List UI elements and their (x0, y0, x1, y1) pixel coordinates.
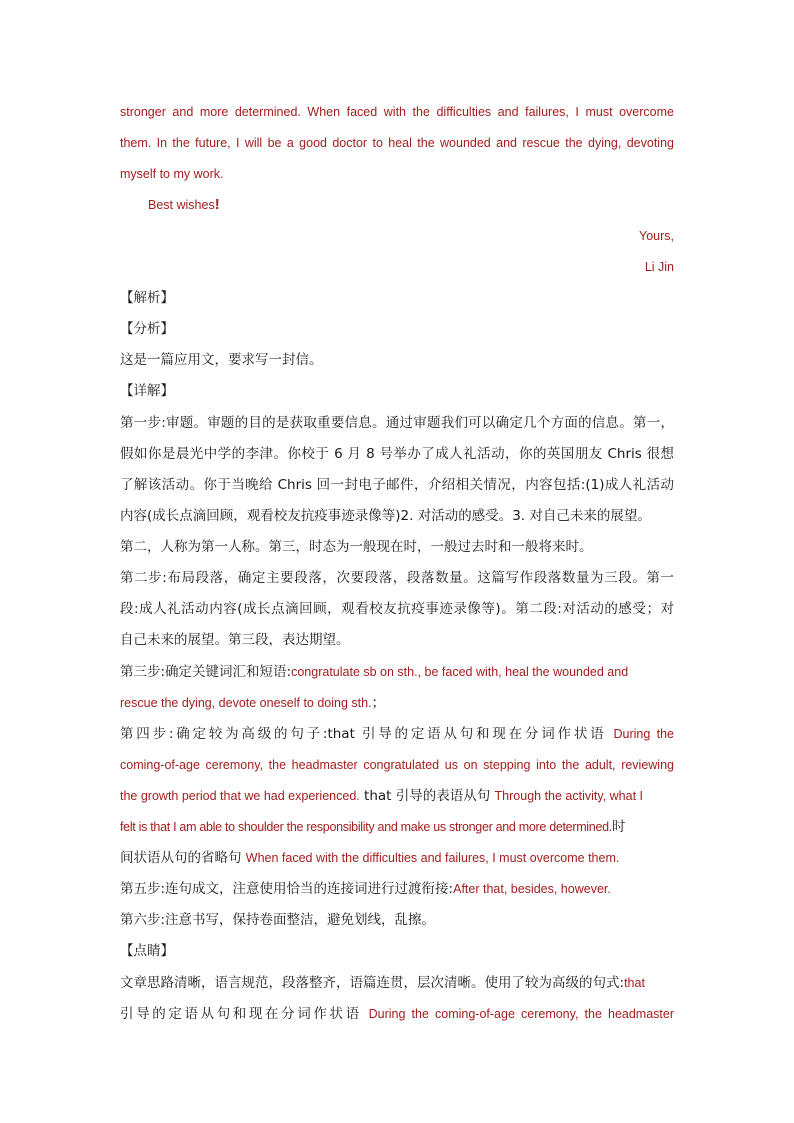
dianjing-line-a (120, 973, 674, 993)
step4-example-c3: Through the activity, what I (494, 789, 643, 803)
step4-note-c2: that 引导的表语从句 (359, 788, 495, 804)
step4-line-a (120, 724, 674, 744)
step3-phrases-a: congratulate sb on sth., be faced with, heal the wounded and (291, 665, 629, 679)
step5-label: 第五步:连句成文，注意使用恰当的连接词进行过渡衔接: (120, 881, 454, 897)
step1-line-e: 第二，人称为第一人称。第三，时态为一般现在时，一般过去时和一般将来时。 (120, 539, 593, 555)
letter-line-3: myself to my work. (120, 167, 224, 181)
step4-example-a: During the (613, 727, 674, 741)
heading-jiexi: 【解析】 (120, 290, 174, 306)
step1-line-b: 假如你是晨光中学的李津。你校于 6 月 8 号举办了成人礼活动，你的英国朋友 Chris 很想 (120, 446, 674, 462)
step3-end-mark: ； (371, 695, 386, 711)
step4-line-c (120, 786, 674, 806)
letter-closing (120, 195, 702, 215)
heading-fenxi: 【分析】 (120, 321, 174, 337)
letter-sign-off: Yours, (639, 229, 674, 243)
step4-note-d2: 时 (611, 819, 626, 835)
fenxi-text: 这是一篇应用文，要求写一封信。 (120, 352, 323, 368)
step2-line-b: 段:成人礼活动内容(成长点滴回顾，观看校友抗疫事迹录像等)。第二段:对活动的感受；对 (120, 601, 674, 617)
dianjing-text-b2: During the coming-of-age ceremony, the headmaster (368, 1007, 674, 1021)
dianjing-line-b (120, 1004, 674, 1024)
step4-note-e1: 间状语从句的省略句 (120, 850, 246, 866)
heading-dianjing: 【点睛】 (120, 943, 174, 959)
step2-line-a: 第二步:布局段落，确定主要段落，次要段落，段落数量。这篇写作段落数量为三段。第一 (120, 570, 674, 586)
heading-xiangjie: 【详解】 (120, 383, 174, 399)
step3-phrases-b: rescue the dying, devote oneself to doing sth. (120, 696, 372, 710)
step4-label: 第四步:确定较为高级的句子:that 引导的定语从句和现在分词作状语 (120, 726, 607, 742)
step4-line-d (120, 817, 674, 837)
step4-example-c1: the growth period that we had experienced. (120, 789, 360, 803)
step5-line (120, 879, 674, 899)
step4-example-d1: felt is that I am able to shoulder the responsibility and make us stronger and more determined. (120, 820, 612, 834)
step1-line-c: 了解该活动。你于当晚给 Chris 回一封电子邮件，介绍相关情况，内容包括:(1)成人礼活动 (120, 477, 674, 493)
step3-line-a (120, 662, 674, 682)
dianjing-text-b1: 引导的定语从句和现在分词作状语 (120, 1006, 369, 1022)
step6-line: 第六步:注意书写，保持卷面整洁，避免划线，乱擦。 (120, 912, 436, 928)
closing-mark: ! (214, 196, 220, 213)
step5-words: After that, besides, however. (453, 882, 611, 896)
step2-line-c: 自己未来的展望。第三段，表达期望。 (120, 632, 350, 648)
step3-label: 第三步:确定关键词汇和短语: (120, 664, 292, 680)
closing-text: Best wishes (148, 198, 215, 212)
step3-line-b (120, 693, 674, 713)
step4-line-e (120, 848, 674, 868)
letter-signature: Li Jin (644, 260, 674, 274)
step4-example-e2: When faced with the difficulties and failures, I must overcome them. (245, 851, 620, 865)
step1-line-a: 第一步:审题。审题的目的是获取重要信息。通过审题我们可以确定几个方面的信息。第一， (120, 415, 674, 431)
letter-line-2: them. In the future, I will be a good doctor to heal the wounded and rescue the dying, devoting (120, 136, 674, 150)
dianjing-text-a2: that (624, 976, 645, 990)
step4-line-b: coming-of-age ceremony, the headmaster congratulated us on stepping into the adult, reviewing (120, 758, 674, 772)
letter-line-1: stronger and more determined. When faced with the difficulties and failures, I must overcome (120, 105, 674, 119)
step1-line-d: 内容(成长点滴回顾，观看校友抗疫事迹录像等)2. 对活动的感受。3. 对自己未来的展望。 (120, 508, 651, 524)
dianjing-text-a1: 文章思路清晰，语言规范，段落整齐，语篇连贯，层次清晰。使用了较为高级的句式: (120, 975, 625, 991)
